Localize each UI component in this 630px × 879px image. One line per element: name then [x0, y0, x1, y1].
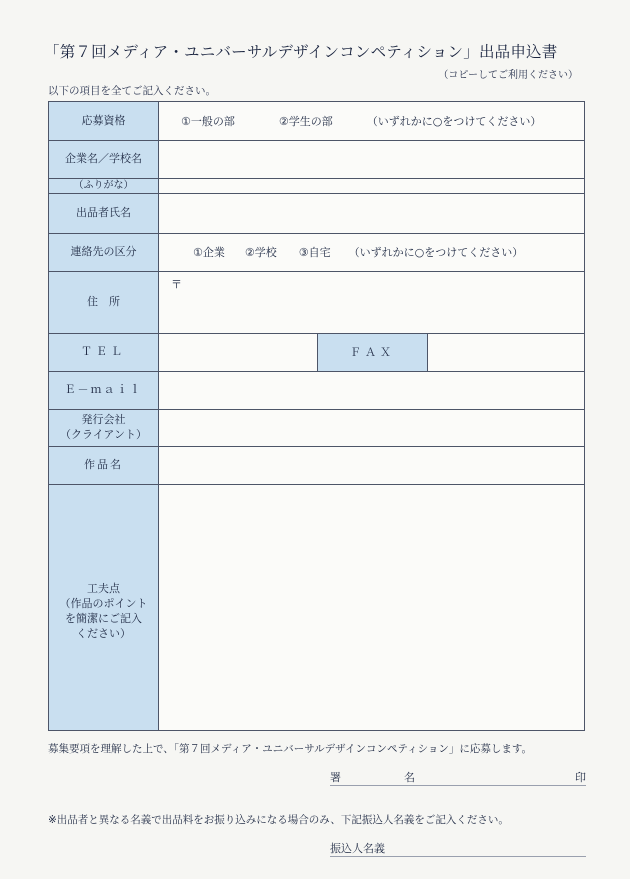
category-hint: （いずれかに○をつけてください）: [366, 115, 542, 128]
tel-input[interactable]: [159, 333, 318, 371]
category-option-student[interactable]: ②学生の部: [278, 115, 333, 128]
idea-label: [49, 484, 159, 730]
fax-input[interactable]: [428, 333, 585, 371]
payer-label: 振込人名義: [330, 842, 385, 855]
email-input[interactable]: [159, 371, 585, 409]
company-input[interactable]: [159, 141, 585, 179]
instruction-text: 以下の項目を全てご記入ください。: [48, 85, 216, 97]
name-input[interactable]: [159, 193, 585, 233]
category-option-general[interactable]: ①一般の部: [181, 115, 235, 128]
signature-line[interactable]: [330, 769, 586, 786]
idea-label-line3: を簡潔にご記入: [65, 612, 142, 625]
payer-name-line[interactable]: [330, 840, 586, 857]
idea-label-line4: ください）: [76, 626, 131, 640]
furigana-label: （ふりがな）: [49, 179, 159, 194]
signature-label: 署 名: [330, 771, 441, 784]
copy-note: （コピーしてご利用ください）: [438, 70, 578, 81]
tel-label: ＴＥＬ: [49, 333, 159, 371]
category-label: 応募資格: [49, 102, 159, 141]
contact-type-field[interactable]: [159, 233, 585, 271]
email-label: Ｅ－ｍａｉｌ: [49, 371, 159, 409]
agreement-text: 募集要項を理解した上で、「第７回メディア・ユニバーサルデザインコンペティション」に応募します。: [48, 743, 533, 755]
payer-note: ※出品者と異なる名義で出品料をお振り込みになる場合のみ、下記振込人名義をご記入ください。: [48, 814, 509, 826]
application-form-table: [48, 101, 585, 731]
category-field[interactable]: [159, 102, 585, 141]
contact-option-school[interactable]: ②学校: [244, 246, 277, 259]
contact-type-label: 連絡先の区分: [49, 233, 159, 271]
idea-label-line1: 工夫点: [87, 582, 120, 596]
form-title: 「第７回メディア・ユニバーサルデザインコンペティション」出品申込書: [44, 43, 558, 61]
name-label: 出品者氏名: [49, 193, 159, 233]
publisher-label-line2: （クライアント）: [60, 427, 147, 441]
work-title-label: 作品名: [49, 446, 159, 484]
address-input[interactable]: [159, 271, 585, 333]
contact-type-hint: （いずれかに○をつけてください）: [348, 246, 524, 259]
address-label: 住 所: [49, 271, 159, 333]
idea-label-line2: （作品のポイント: [59, 597, 148, 611]
work-title-input[interactable]: [159, 446, 585, 484]
publisher-input[interactable]: [159, 409, 585, 446]
postal-mark: 〒: [171, 277, 182, 291]
seal-mark: 印: [575, 771, 586, 784]
publisher-label: [49, 409, 159, 446]
fax-label: ＦＡＸ: [318, 333, 428, 371]
contact-option-home[interactable]: ③自宅: [298, 246, 331, 259]
idea-input[interactable]: [159, 484, 585, 730]
contact-option-company[interactable]: ①企業: [193, 246, 225, 259]
company-label: 企業名／学校名: [49, 141, 159, 179]
publisher-label-line1: 発行会社: [81, 412, 126, 426]
furigana-input[interactable]: [159, 179, 585, 194]
